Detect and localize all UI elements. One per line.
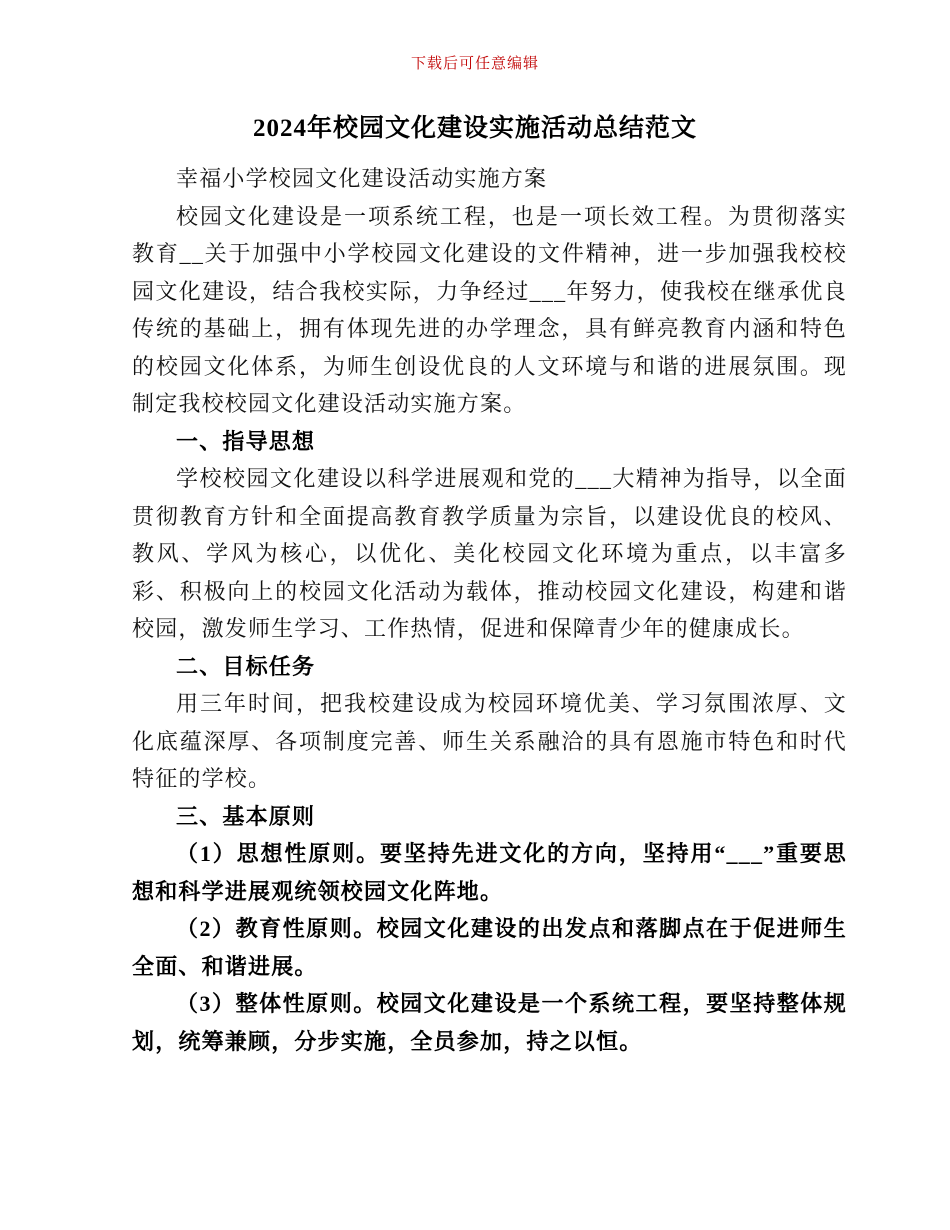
paragraph: 用三年时间，把我校建设成为校园环境优美、学习氛围浓厚、文化底蕴深厚、各项制度完善、师生关系融洽的具有恩施市特色和时代特征的学校。 — [132, 691, 847, 791]
paragraph: 幸福小学校园文化建设活动实施方案 — [176, 166, 548, 191]
paragraph: 学校校园文化建设以科学进展观和党的___大精神为指导，以全面贯彻教育方针和全面提高教育教学质量为宗旨，以建设优良的校风、教风、学风为核心，以优化、美化校园文化环境为重点，以丰富多彩、积极向上的校园文化活动为载体，推动校园文化建设，构建和谐校园，激发师生学习、工作热情，促进和保障青少年的健康成长。 — [132, 466, 847, 641]
header-watermark: 下载后可任意编辑 — [410, 56, 539, 72]
paragraph: （3）整体性原则。校园文化建设是一个系统工程，要坚持整体规划，统筹兼顾，分步实施，全员参加，持之以恒。 — [132, 991, 847, 1054]
document-body — [132, 160, 847, 1060]
paragraph: （1）思想性原则。要坚持先进文化的方向，坚持用“___”重要思想和科学进展观统领校园文化阵地。 — [132, 841, 847, 904]
section-heading: 一、指导思想 — [176, 428, 316, 454]
paragraph: （2）教育性原则。校园文化建设的出发点和落脚点在于促进师生全面、和谐进展。 — [132, 916, 847, 979]
paragraph: 校园文化建设是一项系统工程，也是一项长效工程。为贯彻落实教育__关于加强中小学校园文化建设的文件精神，进一步加强我校校园文化建设，结合我校实际，力争经过___年努力，使我校在继承优良传统的基础上，拥有体现先进的办学理念，具有鲜亮教育内涵和特色的校园文化体系，为师生创设优良的人文环境与和谐的进展氛围。现制定我校校园文化建设活动实施方案。 — [132, 203, 847, 416]
document-title: 2024年校园文化建设实施活动总结范文 — [252, 115, 697, 142]
section-heading: 三、基本原则 — [176, 803, 316, 829]
section-heading: 二、目标任务 — [176, 653, 316, 679]
